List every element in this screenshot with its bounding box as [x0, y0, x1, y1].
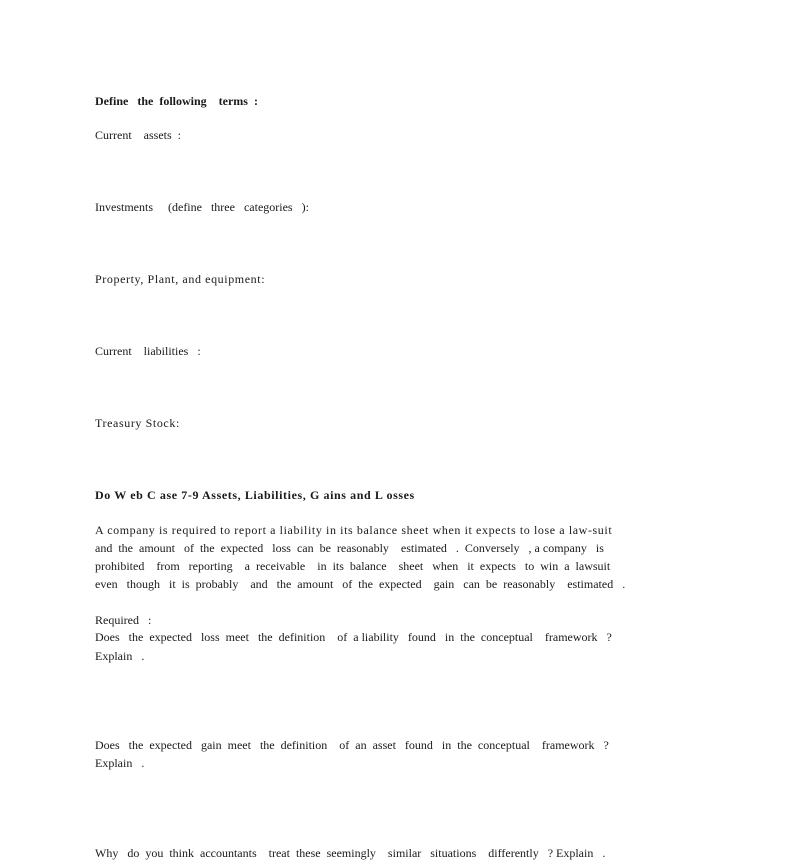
term-treasury-stock: Treasury Stock: [95, 416, 180, 430]
question-explain: Explain . [95, 649, 145, 663]
case-paragraph-line: even though it is probably and the amount of the expected gain can be reasonably estimated . [95, 577, 626, 591]
case-paragraph-line: A company is required to report a liability in its balance sheet when it expects to lose a law-suit [95, 523, 613, 537]
term-investments: Investments (define three categories ): [95, 200, 309, 214]
case-paragraph-line: and the amount of the expected loss can be reasonably estimated . Conversely , a company is [95, 541, 604, 555]
term-property-plant-equipment: Property, Plant, and equipment: [95, 272, 266, 286]
question-line: Why do you think accountants treat these seemingly similar situations differently ? Explain . [95, 846, 606, 860]
question-explain: Explain . [95, 756, 145, 770]
case-paragraph-line: prohibited from reporting a receivable in its balance sheet when it expects to win a lawsuit [95, 559, 611, 573]
required-label: Required : [95, 613, 152, 627]
define-heading: Define the following terms : [95, 94, 258, 108]
question-line: Does the expected gain meet the definition of an asset found in the conceptual framework ? [95, 738, 609, 752]
question-line: Does the expected loss meet the definition of a liability found in the conceptual framework ? [95, 630, 612, 644]
case-heading: Do W eb C ase 7-9 Assets, Liabilities, G ains and L osses [95, 488, 415, 502]
term-current-assets: Current assets : [95, 128, 181, 142]
term-current-liabilities: Current liabilities : [95, 344, 201, 358]
